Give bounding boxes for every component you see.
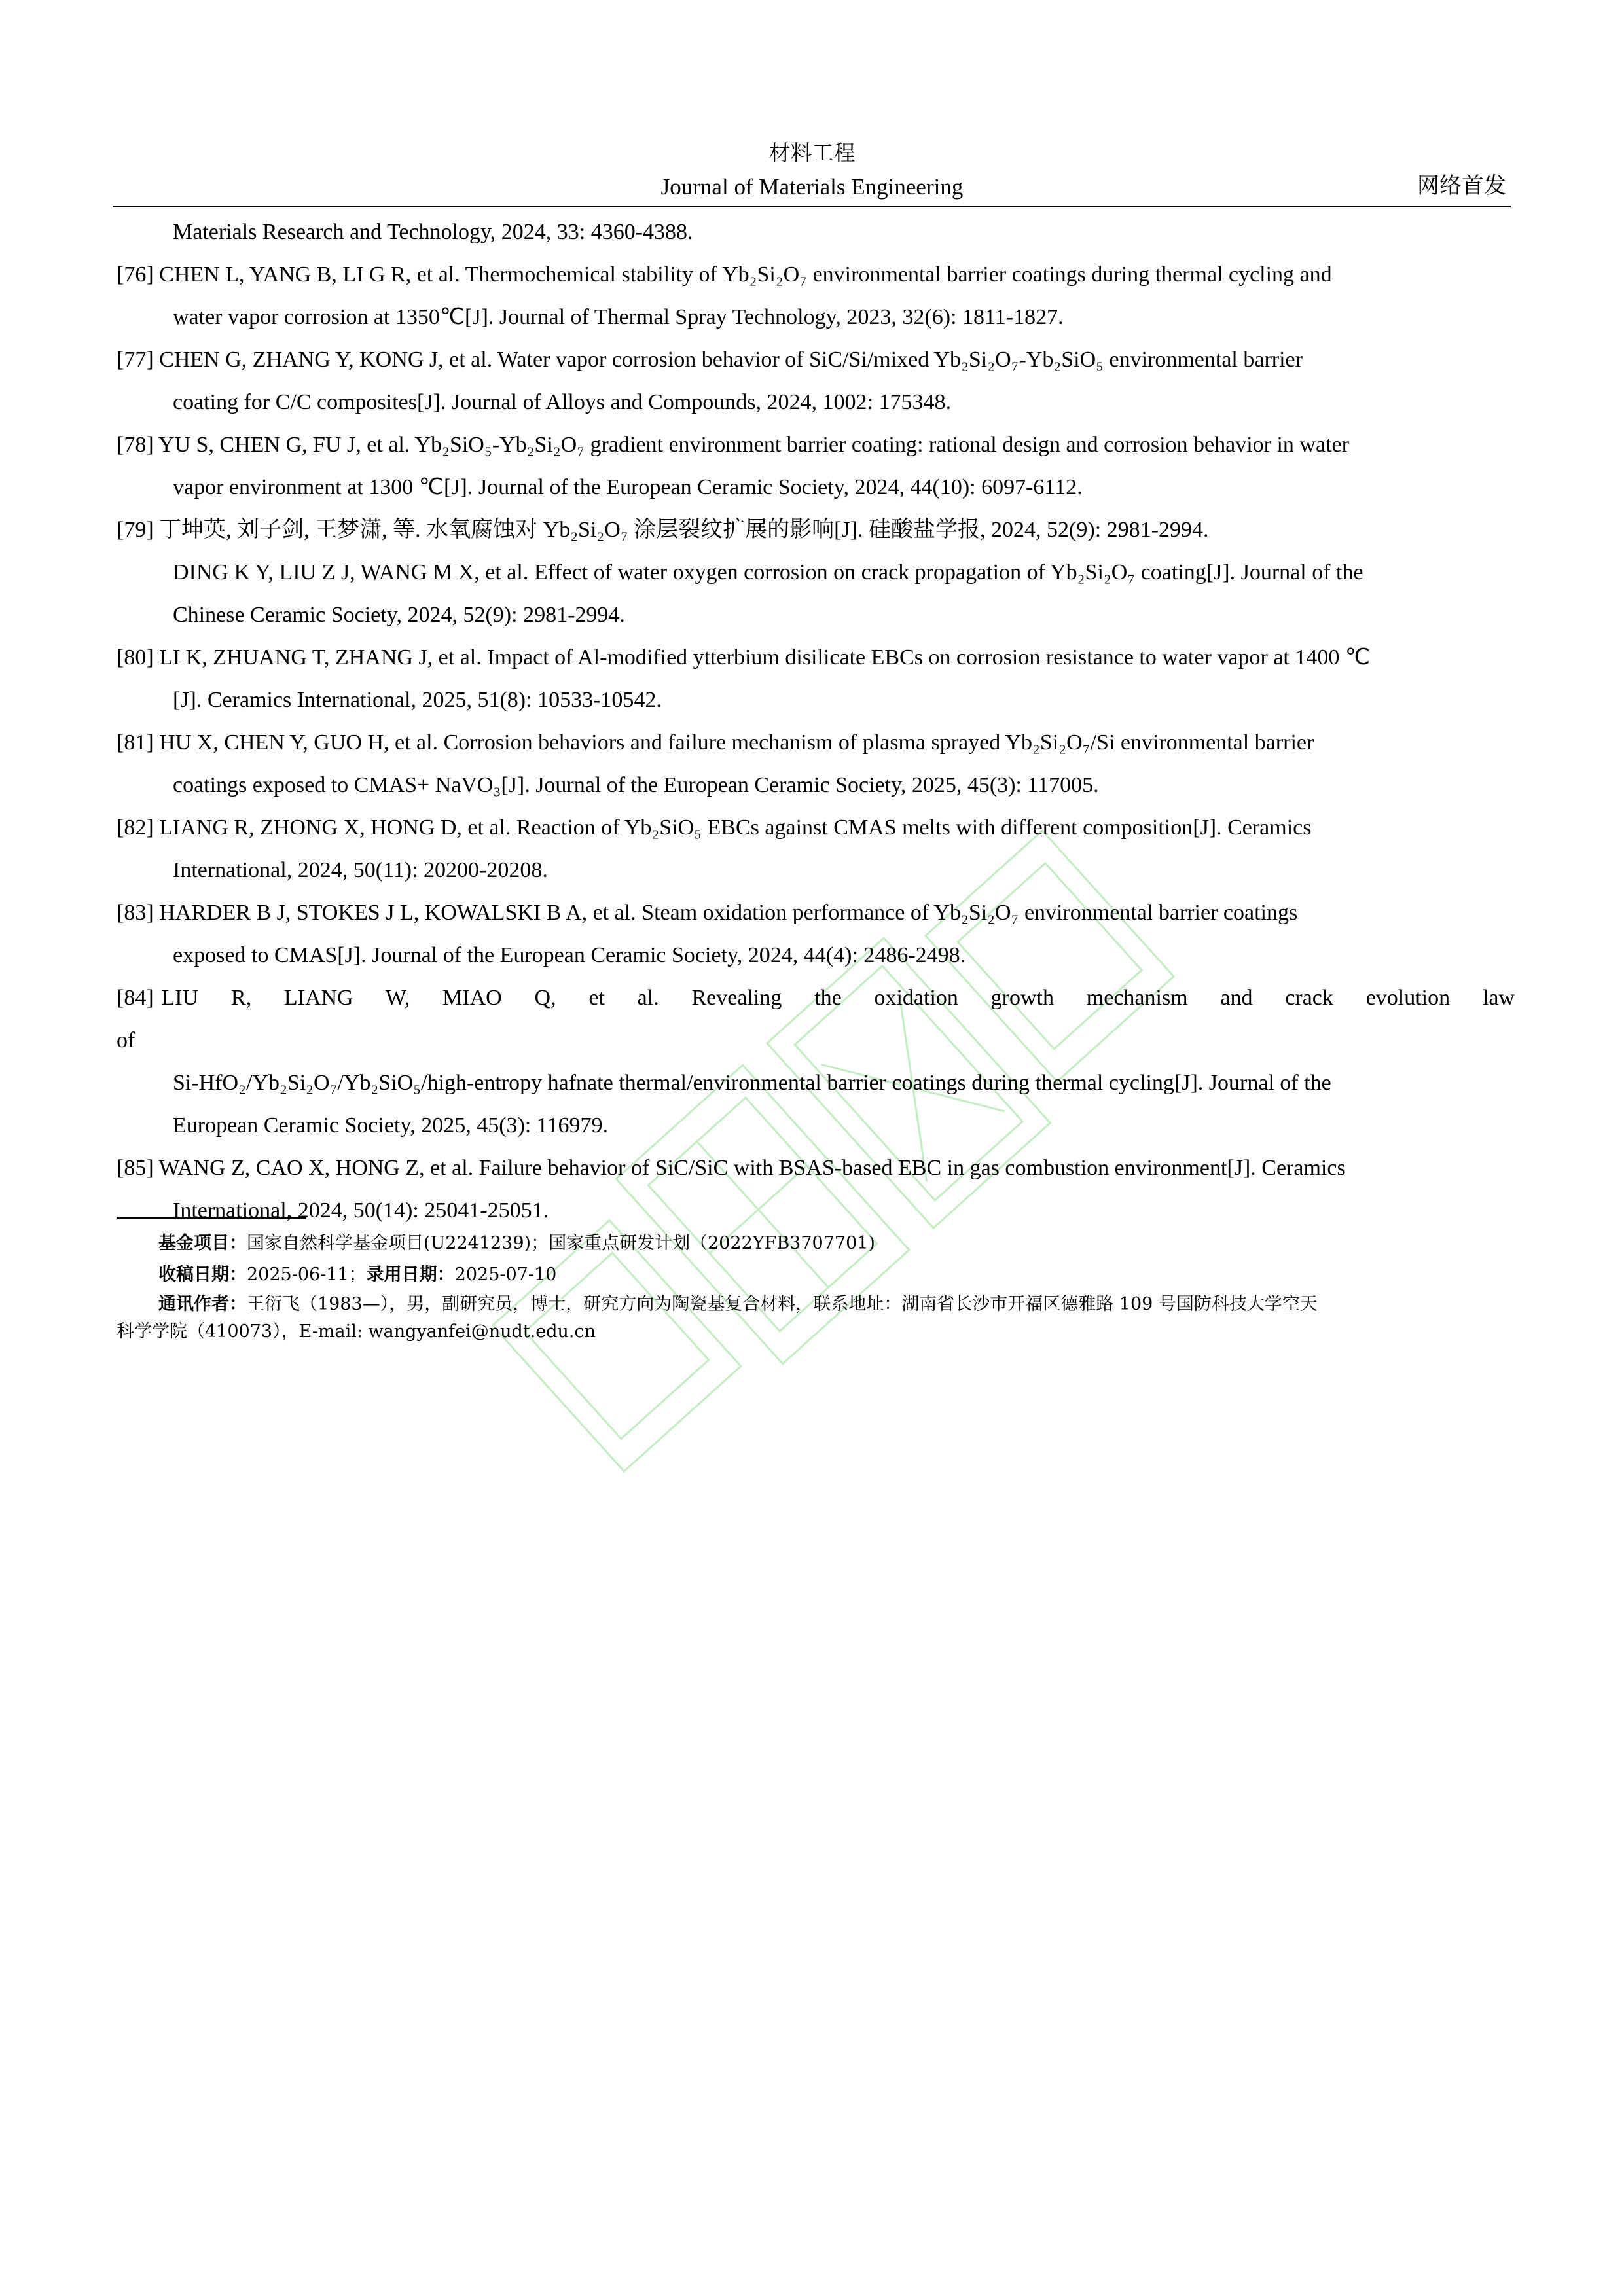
- reference-text: LIU R, LIANG W, MIAO Q, et al. Revealing the oxidation growth mechanism and crack evolution law of: [117, 986, 1515, 1052]
- reference-text: exposed to CMAS[J]. Journal of the European Ceramic Society, 2024, 44(4): 2486-2498.: [173, 943, 966, 967]
- reference-item: [117, 977, 1515, 1147]
- reference-number: [76]: [117, 262, 154, 287]
- reference-text: European Ceramic Society, 2025, 45(3): 116979.: [173, 1113, 609, 1138]
- reference-number: [79]: [117, 518, 154, 542]
- journal-title-cn: 材料工程: [768, 140, 856, 166]
- reference-text: CHEN G, ZHANG Y, KONG J, et al. Water vapor corrosion behavior of SiC/Si/mixed Yb₂Si₂O₇-Yb₂SiO₅ environmental barrier: [159, 348, 1303, 372]
- reference-text: International, 2024, 50(14): 25041-25051.: [173, 1198, 549, 1223]
- reference-number: [83]: [117, 901, 154, 925]
- reference-item: [117, 891, 1515, 977]
- accepted-date: 2025-07-10: [454, 1265, 557, 1285]
- reference-continuation: Materials Research and Technology, 2024, 33: 4360-4388.: [173, 220, 693, 244]
- reference-text: [J]. Ceramics International, 2025, 51(8): 10533-10542.: [173, 688, 662, 712]
- reference-text: vapor environment at 1300 ℃[J]. Journal of the European Ceramic Society, 2024, 44(10): 6097-6112.: [173, 475, 1083, 499]
- reference-item: [117, 1147, 1515, 1232]
- reference-item: [117, 253, 1515, 338]
- reference-text: Chinese Ceramic Society, 2024, 52(9): 2981-2994.: [173, 603, 625, 627]
- reference-item: [117, 806, 1515, 891]
- reference-list: [117, 211, 1515, 1232]
- reference-number: [85]: [117, 1156, 154, 1180]
- reference-text: LI K, ZHUANG T, ZHANG J, et al. Impact of Al-modified ytterbium disilicate EBCs on corrosion resistance to water vapor at 1400 ℃: [159, 645, 1371, 670]
- reference-item: [117, 509, 1515, 636]
- reference-text: International, 2024, 50(11): 20200-20208.: [173, 858, 548, 882]
- reference-item: [117, 338, 1515, 423]
- reference-text: HARDER B J, STOKES J L, KOWALSKI B A, et al. Steam oxidation performance of Yb₂Si₂O₇ environmental barrier coatings: [159, 901, 1298, 925]
- reference-text: WANG Z, CAO X, HONG Z, et al. Failure behavior of SiC/SiC with BSAS-based EBC in gas combustion environment[J]. Ceramics: [158, 1156, 1346, 1180]
- reference-text: HU X, CHEN Y, GUO H, et al. Corrosion behaviors and failure mechanism of plasma sprayed Yb₂Si₂O₇/Si environmental barrier: [159, 730, 1314, 755]
- dates-note: [117, 1259, 1515, 1291]
- accepted-label: 录用日期：: [366, 1265, 455, 1285]
- online-first-label: 网络首发: [1417, 173, 1506, 199]
- reference-number: [82]: [117, 816, 154, 840]
- author-text: 王衍飞（1983—），男，副研究员，博士，研究方向为陶瓷基复合材料，联系地址：湖南省长沙市开福区德雅路 109 号国防科技大学空天: [247, 1294, 1318, 1314]
- reference-text: water vapor corrosion at 1350℃[J]. Journal of Thermal Spray Technology, 2023, 32(6): 1811-1827.: [173, 305, 1064, 329]
- funding-label: 基金项目：: [158, 1233, 247, 1253]
- reference-number: [77]: [117, 348, 154, 372]
- reference-text: LIANG R, ZHONG X, HONG D, et al. Reaction of Yb₂SiO₅ EBCs against CMAS melts with different composition[J]. Ceramics: [159, 816, 1312, 840]
- header-rule: [113, 206, 1511, 207]
- author-address-line: 科学学院（410073），E-mail: wangyanfei@nudt.edu.cn: [117, 1321, 596, 1342]
- received-label: 收稿日期：: [158, 1265, 247, 1285]
- corresponding-author-note: [117, 1291, 1515, 1318]
- reference-text: YU S, CHEN G, FU J, et al. Yb₂SiO₅-Yb₂Si₂O₇ gradient environment barrier coating: rational design and corrosion behavior in water: [158, 433, 1349, 457]
- reference-text: Si-HfO₂/Yb₂Si₂O₇/Yb₂SiO₅/high-entropy hafnate thermal/environmental barrier coatings during thermal cycling[J]. Journal of the: [173, 1071, 1331, 1095]
- funding-text: 国家自然科学基金项目(U2241239)；国家重点研发计划（2022YFB3707701): [247, 1233, 875, 1253]
- reference-text: coatings exposed to CMAS+ NaVO₃[J]. Journal of the European Ceramic Society, 2025, 45(3): 117005.: [173, 773, 1099, 797]
- journal-title-en: Journal of Materials Engineering: [660, 174, 964, 200]
- reference-item: [117, 721, 1515, 806]
- reference-text: coating for C/C composites[J]. Journal of Alloys and Compounds, 2024, 1002: 175348.: [173, 390, 951, 414]
- reference-number: [81]: [117, 730, 154, 755]
- reference-item: [117, 636, 1515, 721]
- author-label: 通讯作者：: [158, 1294, 247, 1314]
- reference-text: DING K Y, LIU Z J, WANG M X, et al. Effect of water oxygen corrosion on crack propagation of Yb₂Si₂O₇ coating[J]. Journal of the: [173, 560, 1363, 584]
- reference-number: [78]: [117, 433, 154, 457]
- reference-number: [80]: [117, 645, 154, 670]
- footnotes: [117, 1228, 1515, 1346]
- funding-note: [117, 1228, 1515, 1259]
- reference-item: [117, 423, 1515, 509]
- received-date: 2025-06-11；: [247, 1265, 367, 1285]
- footnote-rule: [117, 1217, 306, 1219]
- reference-text: CHEN L, YANG B, LI G R, et al. Thermochemical stability of Yb₂Si₂O₇ environmental barrier coatings during thermal cycling and: [159, 262, 1332, 287]
- reference-number: [84]: [117, 986, 154, 1010]
- reference-text: 丁坤英, 刘子剑, 王梦潇, 等. 水氧腐蚀对 Yb₂Si₂O₇ 涂层裂纹扩展的影响[J]. 硅酸盐学报, 2024, 52(9): 2981-2994.: [159, 518, 1209, 542]
